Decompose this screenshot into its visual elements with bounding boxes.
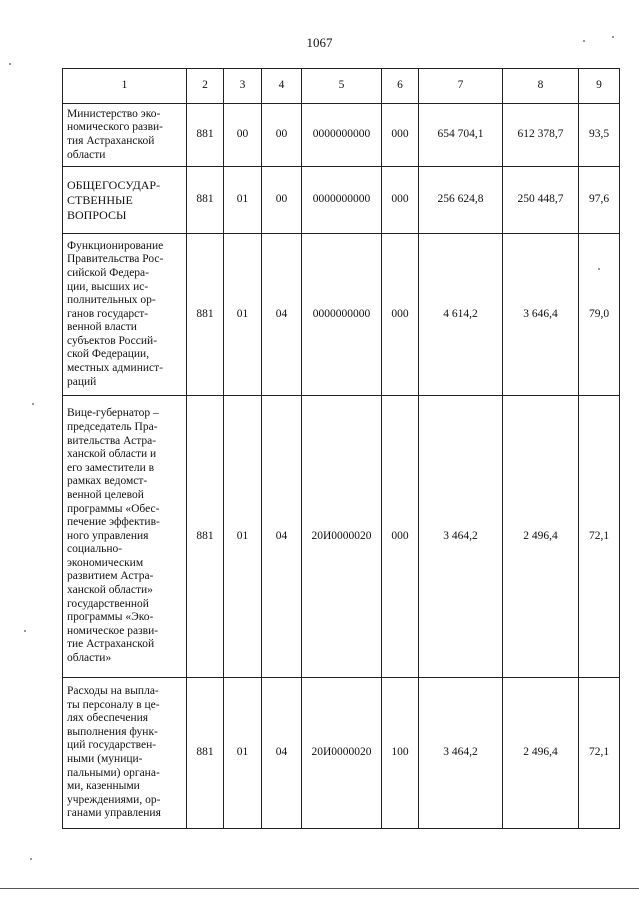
table-row [63,167,620,234]
section-code-cell: 01 [224,678,262,829]
section-code-cell: 00 [224,104,262,167]
executed-amount-cell: 250 448,7 [503,167,579,234]
scan-speck [24,630,26,632]
subsection-code-cell: 00 [262,167,302,234]
executed-amount-cell: 2 496,4 [503,678,579,829]
table-row [63,234,620,396]
percent-cell: 93,5 [579,104,620,167]
row-name-cell: Расходы на выпла- ты персоналу в це- лях обеспечения выполнения функ- ций государствен- ными (муници- пальными) органа- ми, казенными учреждениями, ор- ганами управления [63,678,187,829]
expense-type-cell: 000 [382,167,419,234]
planned-amount-cell: 256 624,8 [419,167,503,234]
scan-speck [612,36,614,38]
header-cell: 5 [302,69,382,104]
expense-type-cell: 000 [382,104,419,167]
section-code-cell: 01 [224,234,262,396]
target-article-cell: 20И0000020 [302,396,382,678]
table-header-row [63,69,620,104]
table-row [63,678,620,829]
header-cell: 6 [382,69,419,104]
scan-speck [598,268,600,270]
header-cell: 2 [187,69,224,104]
planned-amount-cell: 654 704,1 [419,104,503,167]
target-article-cell: 20И0000020 [302,678,382,829]
expense-type-cell: 000 [382,234,419,396]
subsection-code-cell: 04 [262,396,302,678]
admin-code-cell: 881 [187,678,224,829]
header-cell: 3 [224,69,262,104]
planned-amount-cell: 3 464,2 [419,678,503,829]
budget-table [62,68,620,829]
admin-code-cell: 881 [187,104,224,167]
table-row [63,396,620,678]
planned-amount-cell: 3 464,2 [419,396,503,678]
header-cell: 7 [419,69,503,104]
target-article-cell: 0000000000 [302,167,382,234]
percent-cell: 72,1 [579,396,620,678]
planned-amount-cell: 4 614,2 [419,234,503,396]
expense-type-cell: 100 [382,678,419,829]
header-cell: 9 [579,69,620,104]
row-name-cell: Функционирование Правительства Рос- сийской Федера- ции, высших ис- полнительных ор- ганов государст- венной власти субъектов Россий- ской Федерации, местных админист- раций [63,234,187,396]
executed-amount-cell: 2 496,4 [503,396,579,678]
section-code-cell: 01 [224,167,262,234]
scan-speck [30,858,32,860]
section-code-cell: 01 [224,396,262,678]
target-article-cell: 0000000000 [302,234,382,396]
scan-speck [32,403,34,405]
percent-cell: 97,6 [579,167,620,234]
scan-bottom-edge [0,888,639,889]
subsection-code-cell: 04 [262,234,302,396]
scan-speck [9,63,11,65]
admin-code-cell: 881 [187,234,224,396]
scan-speck [583,40,585,42]
table-row [63,104,620,167]
executed-amount-cell: 612 378,7 [503,104,579,167]
row-name-cell: ОБЩЕГОСУДАР- СТВЕННЫЕ ВОПРОСЫ [63,167,187,234]
subsection-code-cell: 04 [262,678,302,829]
row-name-cell: Вице-губернатор – председатель Пра- вительства Астра- ханской области и его заместители в рамках ведомст- венной целевой программы «Обес- печение эффектив- ного управления социально- экономическим развитием Астра- ханской области» государственной программы «Эко- номическое разви- тие Астраханской области» [63,396,187,678]
target-article-cell: 0000000000 [302,104,382,167]
row-name-cell: Министерство эко- номического разви- тия Астраханской области [63,104,187,167]
admin-code-cell: 881 [187,396,224,678]
percent-cell: 79,0 [579,234,620,396]
page-number: 1067 [306,35,333,50]
percent-cell: 72,1 [579,678,620,829]
header-cell: 4 [262,69,302,104]
subsection-code-cell: 00 [262,104,302,167]
admin-code-cell: 881 [187,167,224,234]
header-cell: 8 [503,69,579,104]
header-cell: 1 [63,69,187,104]
expense-type-cell: 000 [382,396,419,678]
executed-amount-cell: 3 646,4 [503,234,579,396]
